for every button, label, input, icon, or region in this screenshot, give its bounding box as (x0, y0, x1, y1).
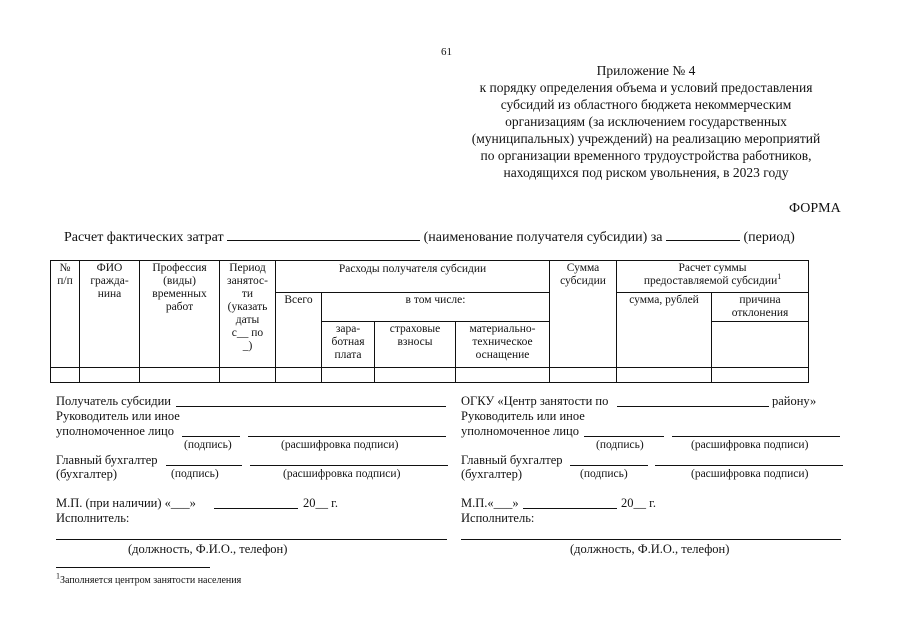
header-text: ботная (331, 336, 365, 348)
right-chief-label-2: (бухгалтер) (461, 467, 522, 481)
footnote (56, 571, 242, 586)
header-insurance (375, 322, 456, 368)
header-num (51, 261, 80, 368)
table-cell[interactable] (550, 368, 617, 383)
left-head-sign-line[interactable] (182, 436, 240, 437)
footnote-separator (56, 567, 210, 568)
table-cell[interactable] (140, 368, 220, 383)
header-text: нина (97, 288, 122, 300)
header-profession (140, 261, 220, 368)
header-calc (617, 261, 809, 293)
header-text: Расчет суммы (678, 262, 747, 274)
right-executor-line[interactable] (461, 539, 841, 540)
header-text: плата (334, 349, 362, 361)
header-text: причина (739, 294, 781, 306)
header-text: Сумма (566, 262, 600, 274)
header-material (456, 322, 550, 368)
reason-empty-cell[interactable] (712, 322, 809, 368)
header-text: временных (152, 288, 207, 300)
header-text: техническое (472, 336, 533, 348)
header-text: п/п (57, 275, 73, 287)
right-head-decode-caption: (расшифровка подписи) (691, 439, 809, 451)
left-recipient-label: Получатель субсидии (56, 394, 171, 408)
right-chief-label-1: Главный бухгалтер (461, 453, 563, 467)
table-cell[interactable] (276, 368, 322, 383)
left-chief-decode-caption: (расшифровка подписи) (283, 468, 401, 480)
left-chief-signature-caption: (подпись) (171, 468, 219, 480)
left-executor-line[interactable] (56, 539, 447, 540)
right-head-signature-caption: (подпись) (596, 439, 644, 451)
right-head-decode-line[interactable] (672, 436, 840, 437)
right-head-label-1: Руководитель или иное (461, 409, 585, 423)
right-chief-decode-line[interactable] (655, 465, 843, 466)
left-chief-label-1: Главный бухгалтер (56, 453, 158, 467)
footnote-mark: 1 (777, 272, 782, 282)
calc-prefix: Расчет фактических затрат (64, 230, 224, 245)
header-expenses: Расходы получателя субсидии (276, 261, 550, 293)
left-head-decode-caption: (расшифровка подписи) (281, 439, 399, 451)
header-including: в том числе: (322, 293, 550, 322)
header-text: работ (165, 301, 194, 313)
left-head-label-2: уполномоченное лицо (56, 424, 174, 438)
left-position-caption: (должность, Ф.И.О., телефон) (128, 542, 288, 556)
table-cell[interactable] (375, 368, 456, 383)
table-cell[interactable] (617, 368, 712, 383)
calc-suffix: (период) (743, 230, 795, 245)
footnote-text: Заполняется центром занятости населения (60, 575, 242, 586)
page-number: 61 (441, 46, 452, 58)
appendix-line: находящихся под риском увольнения, в 2023 году (503, 165, 789, 180)
header-reason (712, 293, 809, 322)
header-text: материально- (469, 323, 536, 335)
header-text: (указать (227, 301, 268, 313)
right-chief-decode-caption: (расшифровка подписи) (691, 468, 809, 480)
header-text: (виды) (163, 275, 196, 287)
header-text: оснащение (475, 349, 530, 361)
header-text (618, 272, 807, 288)
header-text: зара- (335, 323, 361, 335)
left-recipient-line[interactable] (176, 406, 446, 407)
header-text: занятос- (227, 275, 268, 287)
header-fio (80, 261, 140, 368)
header-text: с__ по (231, 327, 264, 339)
left-executor-label: Исполнитель: (56, 511, 130, 525)
left-chief-decode-line[interactable] (250, 465, 448, 466)
table-cell[interactable] (220, 368, 276, 383)
calc-title-line (64, 228, 795, 246)
header-text: № (59, 262, 71, 274)
right-district-line[interactable] (617, 406, 769, 407)
left-head-signature-caption: (подпись) (184, 439, 232, 451)
appendix-line: по организации временного трудоустройства работников, (480, 148, 812, 163)
left-chief-label-2: (бухгалтер) (56, 467, 117, 481)
table-cell[interactable] (51, 368, 80, 383)
table-cell[interactable] (712, 368, 809, 383)
right-head-label-2: уполномоченное лицо (461, 424, 579, 438)
left-year: 20__ г. (303, 496, 338, 510)
period-blank[interactable] (666, 228, 740, 241)
header-text: отклонения (731, 307, 789, 319)
appendix-line: (муниципальных) учреждений) на реализацию мероприятий (471, 131, 821, 146)
appendix-heading (446, 62, 846, 181)
header-text: ФИО (96, 262, 123, 274)
right-ogku-suffix: району» (772, 394, 817, 408)
right-head-sign-line[interactable] (584, 436, 664, 437)
header-text: страховые (389, 323, 441, 335)
right-year: 20__ г. (621, 496, 656, 510)
right-chief-signature-caption: (подпись) (580, 468, 628, 480)
header-text: Период (229, 262, 266, 274)
appendix-line: субсидий из областного бюджета некоммерческим (500, 97, 792, 112)
left-chief-sign-line[interactable] (166, 465, 242, 466)
header-text: субсидии (560, 275, 606, 287)
right-position-caption: (должность, Ф.И.О., телефон) (570, 542, 730, 556)
calc-middle: (наименование получателя субсидии) за (423, 230, 663, 245)
header-total: Всего (276, 293, 322, 368)
table-row (51, 368, 809, 383)
header-subsidy (550, 261, 617, 368)
header-sum-rub: сумма, рублей (617, 293, 712, 368)
left-head-decode-line[interactable] (248, 436, 446, 437)
table-cell[interactable] (322, 368, 375, 383)
header-period (220, 261, 276, 368)
header-text: предоставляемой субсидии (643, 275, 778, 287)
table-cell[interactable] (456, 368, 550, 383)
recipient-name-blank[interactable] (227, 228, 420, 241)
left-mp-label: М.П. (при наличии) «___» (56, 496, 196, 510)
left-head-label-1: Руководитель или иное (56, 409, 180, 423)
expenses-table (50, 260, 809, 383)
right-ogku-label: ОГКУ «Центр занятости по (461, 394, 609, 408)
right-date-line[interactable] (523, 508, 617, 509)
appendix-line: к порядку определения объема и условий предоставления (479, 80, 813, 95)
header-text: ти (241, 288, 254, 300)
appendix-line: организациям (за исключением государственных (505, 114, 787, 129)
form-label: ФОРМА (789, 201, 841, 216)
appendix-line: Приложение № 4 (596, 63, 696, 78)
right-chief-sign-line[interactable] (570, 465, 648, 466)
header-salary (322, 322, 375, 368)
right-executor-label: Исполнитель: (461, 511, 535, 525)
header-text: гражда- (90, 275, 129, 287)
left-date-line[interactable] (214, 508, 298, 509)
header-text: _) (242, 340, 253, 352)
header-text: Профессия (152, 262, 207, 274)
header-text: взносы (397, 336, 433, 348)
footnote-mark: 1 (56, 571, 60, 581)
header-text: даты (235, 314, 260, 326)
right-mp-label: М.П.«___» (461, 496, 519, 510)
table-cell[interactable] (80, 368, 140, 383)
